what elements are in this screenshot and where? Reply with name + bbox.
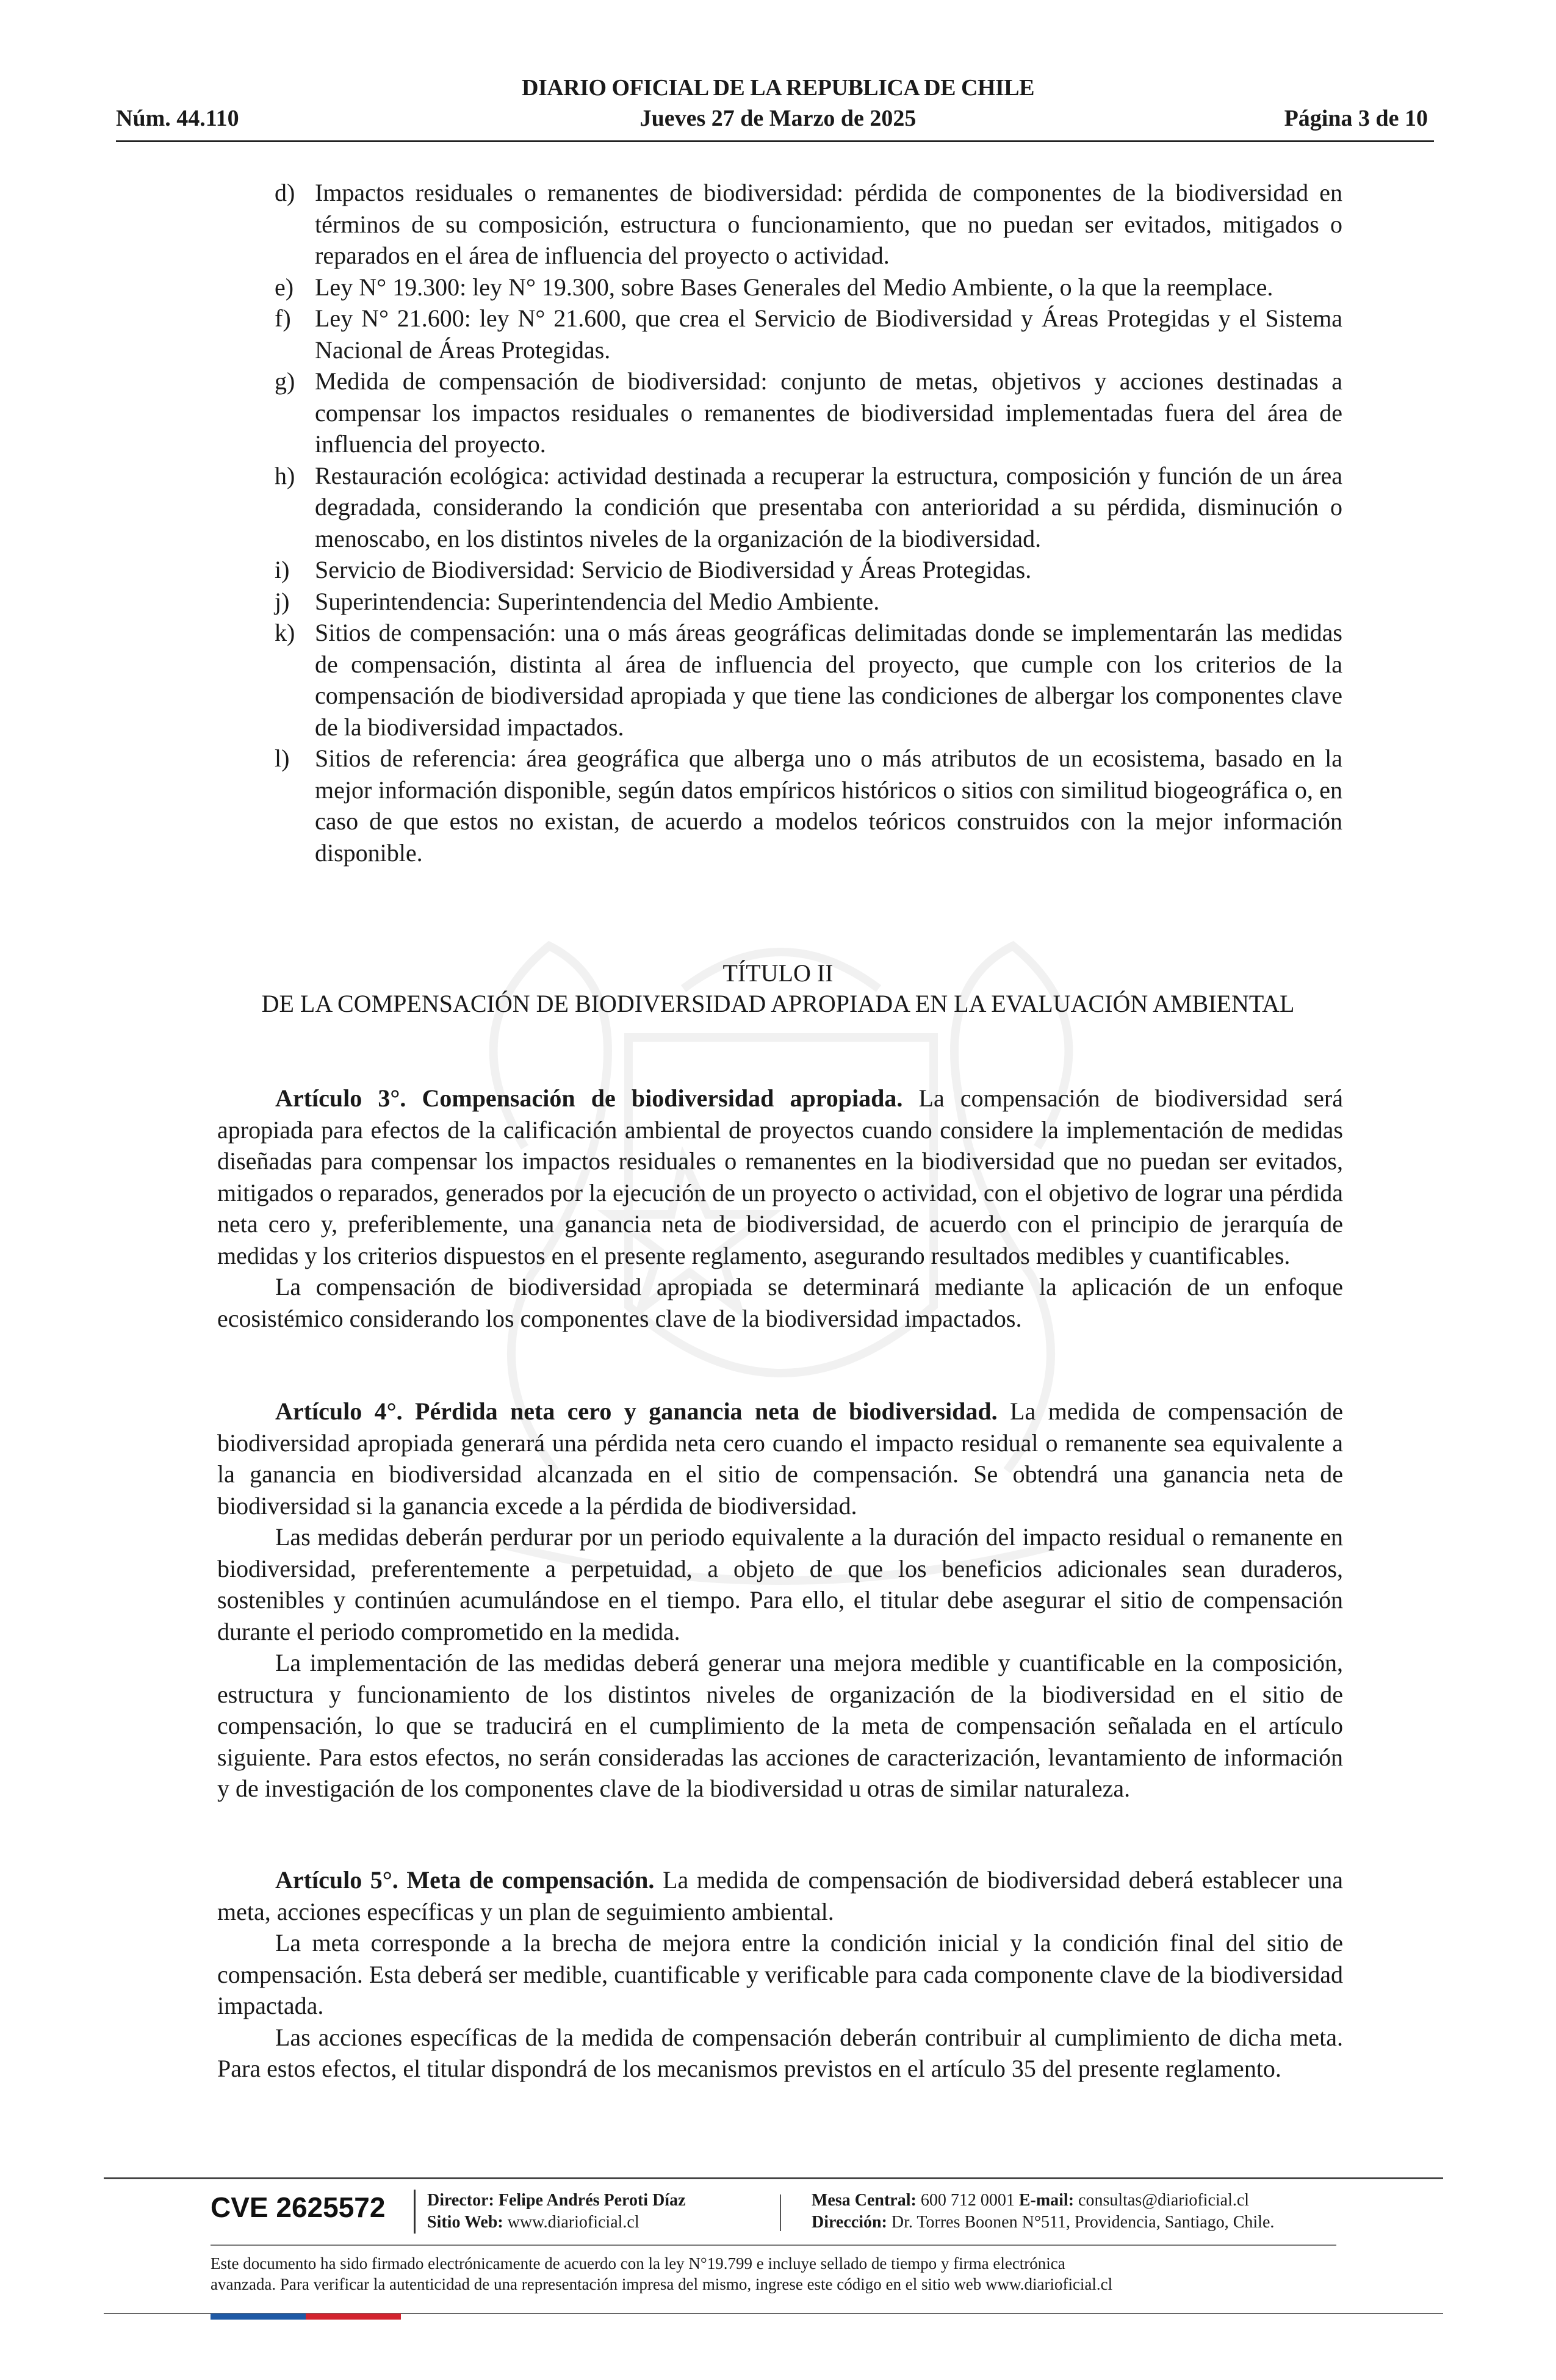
article-3-paragraph: La compensación de biodiversidad apropiada se determinará mediante la aplicación de un enfoque ecosistémico considerando los componentes clave de la biodiversidad impactados. [217,1273,1343,1332]
section-name: DE LA COMPENSACIÓN DE BIODIVERSIDAD APROPIADA EN LA EVALUACIÓN AMBIENTAL [261,990,1295,1017]
definition-item [275,366,1342,460]
footer-separator [780,2194,781,2231]
article-4-paragraph: La implementación de las medidas deberá generar una mejora medible y cuantificable en la composición, estructura y funcionamiento de los distintos niveles de organización de la biodiversidad en el sitio de compensación, lo que se traducirá en el cumplimiento de la meta de compensación señalada en el artículo siguiente. Para estos efectos, no serán consideradas las acciones de caracterización, levantamiento de información y de investigación de los componentes clave de la biodiversidad u otras de similar naturaleza. [217,1649,1343,1802]
article-4 [217,1396,1343,1805]
director-name: Felipe Andrés Peroti Díaz [494,2191,686,2210]
issue-number: Núm. 44.110 [116,106,239,131]
definition-letter: h) [275,461,295,489]
website-label: Sitio Web: [427,2213,503,2232]
address-value: Dr. Torres Boonen N°511, Providencia, Santiago, Chile. [887,2213,1275,2232]
director-label: Director: [427,2191,494,2210]
website-link[interactable]: www.diarioficial.cl [503,2213,639,2232]
phone-label: Mesa Central: [812,2191,917,2210]
footer-contact-block [812,2190,1274,2234]
definition-letter: k) [275,619,295,646]
article-4-heading: Artículo 4°. Pérdida neta cero y ganancia neta de biodiversidad. [275,1397,998,1425]
definition-letter: f) [275,305,291,332]
definition-text: Medida de compensación de biodiversidad: conjunto de metas, objetivos y acciones destinadas a compensar los impactos residuales o remanentes de biodiversidad implementadas fuera del área de influencia del proyecto. [315,367,1342,458]
definition-item [275,554,1342,586]
flag-stripe-red [306,2313,401,2320]
article-5 [217,1864,1343,2085]
newspaper-title: DIARIO OFICIAL DE LA REPUBLICA DE CHILE [522,75,1034,101]
definition-item [275,617,1342,743]
article-5-paragraph: Las acciones específicas de la medida de compensación deberán contribuir al cumplimiento de dicha meta. Para estos efectos, el titular dispondrá de los mecanismos previstos en el artículo 35 del presente reglamento. [217,2023,1343,2082]
definition-letter: g) [275,367,295,395]
article-3-paragraph: La compensación de biodiversidad será apropiada para efectos de la calificación ambiental de proyectos cuando considere la implementación de medidas diseñadas para compensar los impactos residuales o remanentes en la biodiversidad que no puedan ser evitados, mitigados o reparados, generados por la ejecución de un proyecto o actividad, con el objetivo de lograr una pérdida neta cero y, preferiblemente, una ganancia neta de biodiversidad, de acuerdo con el principio de jerarquía de medidas y los criterios dispuestos en el presente reglamento, asegurando resultados medibles y cuantificables. [217,1084,1343,1269]
definition-letter: i) [275,556,290,583]
definition-text: Servicio de Biodiversidad: Servicio de Biodiversidad y Áreas Protegidas. [315,556,1032,583]
footer-director-block [427,2190,686,2234]
header-divider [116,140,1434,142]
definition-item [275,272,1342,303]
article-4-paragraph: Las medidas deberán perdurar por un periodo equivalente a la duración del impacto residual o remanente en biodiversidad, preferentemente a perpetuidad, a objeto de que los beneficios adicionales sean duraderos, sostenibles y continúen acumulándose en el tiempo. Para ello, el titular debe asegurar el sitio de compensación durante el periodo comprometido en la medida. [217,1523,1343,1645]
cve-code: CVE 2625572 [211,2191,386,2223]
address-label: Dirección: [812,2213,887,2232]
definition-item [275,177,1342,272]
definition-text: Sitios de compensación: una o más áreas geográficas delimitadas donde se implementarán las medidas de compensación, distinta al área de influencia del proyecto, que cumple con los criterios de la compensación de biodiversidad apropiada y que tiene las condiciones de albergar los componentes clave de la biodiversidad impactados. [315,619,1342,741]
definition-text: Restauración ecológica: actividad destinada a recuperar la estructura, composición y función de un área degradada, considerando la condición que presentaba con anterioridad a su pérdida, disminución o menoscabo, en los distintos niveles de la organización de la biodiversidad. [315,461,1342,552]
definition-text: Sitios de referencia: área geográfica que alberga uno o más atributos de un ecosistema, basado en la mejor información disponible, según datos empíricos históricos o sitios con similitud biogeográfica o, en caso de que estos no existan, de acuerdo a modelos teóricos construidos con la mejor información disponible. [315,745,1342,867]
definition-item [275,460,1342,555]
definition-text: Ley N° 19.300: ley N° 19.300, sobre Bases Generales del Medio Ambiente, o la que la reemplace. [315,273,1273,301]
definition-letter: l) [275,745,290,772]
definition-letter: j) [275,587,290,615]
definition-letter: e) [275,273,294,301]
definition-text: Superintendencia: Superintendencia del Medio Ambiente. [315,587,880,615]
article-5-heading: Artículo 5°. Meta de compensación. [275,1866,655,1894]
flag-stripe-blue [211,2313,306,2320]
definition-text: Impactos residuales o remanentes de biodiversidad: pérdida de componentes de la biodiversidad en términos de su composición, estructura o funcionamiento, que no puedan ser evitados, mitigados o reparados en el área de influencia del proyecto o actividad. [315,179,1342,269]
article-4-paragraph: La medida de compensación de biodiversidad apropiada generará una pérdida neta cero cuando el impacto residual o remanente sea equivalente a la ganancia en biodiversidad alcanzada en el sitio de compensación. Se obtendrá una ganancia neta de biodiversidad si la ganancia excede a la pérdida de biodiversidad. [217,1397,1343,1520]
flag-stripe [211,2313,401,2320]
legal-line: Este documento ha sido firmado electrónicamente de acuerdo con la ley N°19.799 e incluye sellado de tiempo y firma electrónica [211,2254,1065,2273]
section-title [207,958,1349,1019]
email-link[interactable]: consultas@diarioficial.cl [1074,2191,1250,2210]
article-5-paragraph: La medida de compensación de biodiversidad deberá establecer una meta, acciones específicas y un plan de seguimiento ambiental. [217,1866,1343,1925]
definitions-list [275,177,1342,868]
page-indicator: Página 3 de 10 [1284,106,1428,131]
definition-item [275,586,1342,618]
email-label: E-mail: [1018,2191,1075,2210]
footer-divider [211,2245,1336,2246]
definition-text: Ley N° 21.600: ley N° 21.600, que crea el Servicio de Biodiversidad y Áreas Protegidas y el Sistema Nacional de Áreas Protegidas. [315,305,1342,364]
legal-line: avanzada. Para verificar la autenticidad de una representación impresa del mismo, ingrese este código en el sitio web www.diarioficial.cl [211,2275,1113,2293]
section-number: TÍTULO II [722,959,834,987]
definition-item [275,303,1342,366]
footer-divider [104,2177,1443,2179]
article-3-heading: Artículo 3°. Compensación de biodiversidad apropiada. [275,1084,903,1112]
article-5-paragraph: La meta corresponde a la brecha de mejora entre la condición inicial y la condición final del sitio de compensación. Esta deberá ser medible, cuantificable y verificable para cada componente clave de la biodiversidad impactada. [217,1929,1343,2019]
legal-notice [211,2253,1345,2295]
issue-date: Jueves 27 de Marzo de 2025 [639,106,917,131]
definition-letter: d) [275,179,295,206]
phone-number: 600 712 0001 [916,2191,1019,2210]
definition-item [275,743,1342,868]
footer-separator [414,2190,416,2234]
article-3 [217,1083,1343,1334]
